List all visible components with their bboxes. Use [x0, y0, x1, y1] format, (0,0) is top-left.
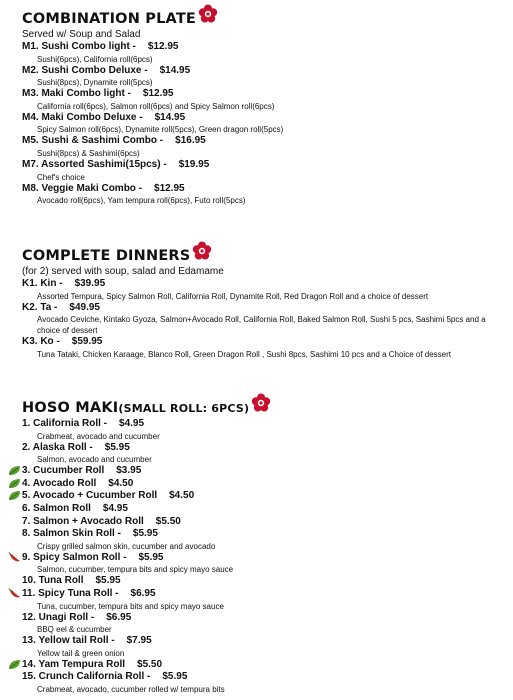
menu-item	[22, 465, 502, 478]
item-description: Spicy Salmon roll(6pcs), Dynamite roll(5pcs), Green dragon roll(5pcs)	[37, 125, 284, 135]
item-name: 11. Spicy Tuna Roll -	[22, 587, 119, 599]
flower-icon	[198, 4, 218, 24]
item-description: Sushi(8pcs), Dynamite roll(5pcs)	[37, 78, 153, 88]
item-price: $59.95	[71, 336, 103, 348]
item-name: 10. Tuna Roll	[22, 575, 84, 587]
item-price: $5.95	[95, 575, 121, 587]
hoso-maki-section	[22, 398, 502, 695]
item-description: Sushi(8pcs) & Sashimi(6pcs)	[37, 148, 140, 158]
menu-item	[22, 183, 502, 196]
menu-item	[22, 65, 502, 78]
item-price: $5.50	[155, 515, 181, 527]
menu-item	[22, 503, 502, 516]
item-name: K1. Kin -	[22, 278, 63, 289]
item-name: 14. Yam Tempura Roll	[22, 658, 126, 670]
item-price: $16.95	[175, 135, 206, 147]
menu-item	[22, 659, 502, 672]
item-price: $5.95	[138, 551, 164, 563]
item-name: 13. Yellow tail Roll -	[22, 635, 115, 647]
item-name: 4. Avocado Roll	[22, 477, 97, 489]
item-price: $5.50	[137, 658, 163, 670]
dinners-list	[22, 278, 502, 360]
item-name: M7. Assorted Sashimi(15pcs) -	[22, 158, 167, 170]
dinners-subtitle: (for 2) served with soup, salad and Edamame	[22, 266, 224, 277]
menu-item	[22, 442, 502, 455]
chili-icon	[8, 552, 21, 563]
item-description: Crabmeat, avocado, cucumber rolled w/ tempura bits	[37, 684, 225, 694]
item-description: Tuna, cucumber, tempura bits and spicy mayo sauce	[37, 601, 224, 611]
leaf-icon	[8, 478, 21, 489]
chili-icon	[8, 588, 21, 599]
item-price: $12.95	[154, 182, 185, 194]
item-name: M2. Sushi Combo Deluxe -	[22, 64, 148, 76]
menu-item	[22, 159, 502, 172]
dinners-section	[22, 246, 502, 360]
flower-icon	[192, 241, 212, 261]
leaf-icon	[8, 465, 21, 476]
item-name: M8. Veggie Maki Combo -	[22, 182, 143, 194]
combination-list	[22, 41, 502, 206]
menu-item	[22, 612, 502, 625]
item-description: Avocado Ceviche, Kintako Gyoza, Salmon+Avocado Roll, California Roll, Baked Salmon Roll, Sushi 5 pcs, Sashimi 5pcs and a choice of dessert	[37, 315, 486, 336]
item-name: M5. Sushi & Sashimi Combo -	[22, 135, 164, 147]
flower-icon	[251, 393, 271, 413]
menu-item	[22, 336, 502, 349]
item-description: Salmon, cucumber, tempura bits and spicy mayo sauce	[37, 565, 234, 575]
item-description: Crispy grilled salmon skin, cucumber and avocado	[37, 541, 216, 551]
menu-item	[22, 490, 502, 503]
item-price: $6.95	[106, 611, 132, 623]
menu-item	[22, 135, 502, 148]
menu-item	[22, 552, 502, 565]
item-price: $5.95	[162, 671, 188, 683]
menu-item	[22, 112, 502, 125]
item-price: $5.95	[104, 441, 130, 453]
combination-title: COMBINATION PLATE	[22, 9, 502, 29]
item-name: K3. Ko -	[22, 336, 60, 348]
menu-item	[22, 88, 502, 101]
item-price: $6.95	[130, 587, 156, 599]
item-description: Chef's choice	[37, 172, 85, 182]
menu-item	[22, 528, 502, 541]
menu-item	[22, 516, 502, 529]
item-description: California roll(6pcs), Salmon roll(6pcs) and Spicy Salmon roll(6pcs)	[37, 101, 275, 111]
item-name: 7. Salmon + Avocado Roll	[22, 515, 144, 527]
menu-item	[22, 278, 502, 291]
combination-subtitle: Served w/ Soup and Salad	[22, 29, 141, 40]
item-description: Crabmeat, avocado and cucumber	[37, 431, 160, 441]
item-price: $3.95	[116, 465, 142, 477]
item-name: 8. Salmon Skin Roll -	[22, 528, 121, 540]
item-name: 6. Salmon Roll	[22, 502, 91, 514]
item-description: Sushi(6pcs), California roll(6pcs)	[37, 54, 153, 64]
item-name: M1. Sushi Combo light -	[22, 41, 136, 52]
item-price: $4.95	[102, 502, 128, 514]
item-description: BBQ eel & cucumber	[37, 625, 112, 635]
item-price: $4.50	[108, 477, 134, 489]
item-name: 1. California Roll -	[22, 418, 108, 429]
item-price: $5.95	[132, 528, 158, 540]
menu-item	[22, 418, 502, 431]
item-price: $12.95	[142, 88, 174, 100]
item-price: $7.95	[126, 635, 152, 647]
item-price: $19.95	[178, 158, 210, 170]
item-name: 3. Cucumber Roll	[22, 465, 105, 477]
menu-item	[22, 635, 502, 648]
menu-item	[22, 588, 502, 601]
item-description: Yellow tail & green onion	[37, 648, 125, 658]
item-price: $39.95	[74, 278, 106, 289]
menu-item	[22, 478, 502, 491]
leaf-icon	[8, 490, 21, 501]
item-description: Tuna Tataki, Chicken Karaage, Blanco Roll, Green Dragon Roll , Sushi 8pcs, Sashimi 10 pcs and a Choice of dessert	[37, 349, 451, 359]
menu-item	[22, 671, 502, 684]
item-description: Assorted Tempura, Spicy Salmon Roll, California Roll, Dynamite Roll, Red Dragon Roll and a choice of dessert	[37, 291, 429, 301]
item-name: 15. Crunch California Roll -	[22, 671, 151, 683]
leaf-icon	[8, 659, 21, 670]
dinners-title: COMPLETE DINNERS	[22, 246, 502, 266]
item-price: $49.95	[69, 301, 100, 313]
item-price: $14.95	[159, 64, 191, 76]
item-description: Avocado roll(6pcs), Yam tempura roll(6pcs), Futo roll(5pcs)	[37, 196, 246, 206]
item-name: 5. Avocado + Cucumber Roll	[22, 490, 158, 502]
hoso-maki-title: HOSO MAKI (SMALL ROLL: 6PCS)	[22, 398, 502, 418]
combination-section	[22, 9, 502, 206]
item-name: 9. Spicy Salmon Roll -	[22, 551, 127, 563]
item-description: Salmon, avocado and cucumber	[37, 455, 152, 465]
item-name: K2. Ta -	[22, 301, 58, 313]
item-price: $4.50	[169, 490, 195, 502]
menu-item	[22, 302, 502, 315]
item-price: $12.95	[147, 41, 179, 52]
menu-item	[22, 41, 502, 54]
item-name: M4. Maki Combo Deluxe -	[22, 111, 143, 123]
menu-item	[22, 575, 502, 588]
hoso-maki-list	[22, 418, 502, 695]
item-price: $14.95	[154, 111, 186, 123]
item-name: 12. Unagi Roll -	[22, 611, 95, 623]
item-name: M3. Maki Combo light -	[22, 88, 131, 100]
item-price: $4.95	[119, 418, 145, 429]
item-name: 2. Alaska Roll -	[22, 441, 93, 453]
